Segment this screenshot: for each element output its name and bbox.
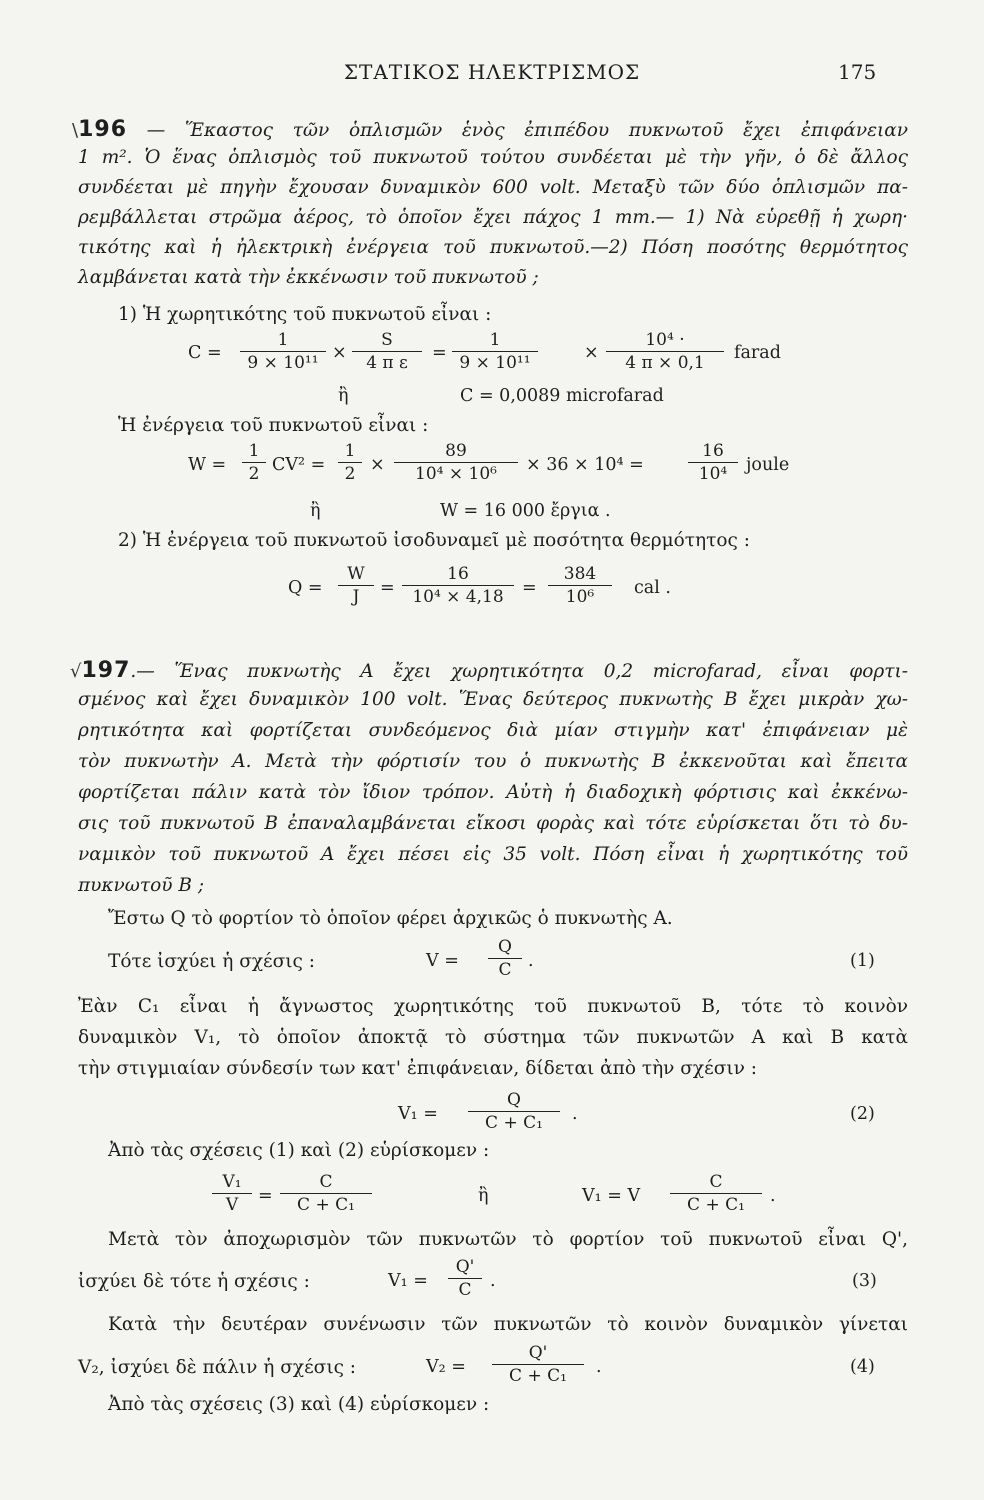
equals-sign: = xyxy=(380,578,395,598)
times-sign: × xyxy=(370,455,385,475)
eq-lhs: Q = xyxy=(288,578,323,598)
fraction: $\frac{1}{\text{9 × 10¹¹}}$ xyxy=(452,330,538,373)
solution-line-6: Μετὰ τὸν ἀποχωρισμὸν τῶν πυκνωτῶν τὸ φορτίον τοῦ πυκνωτοῦ εἶναι Q', xyxy=(108,1229,908,1250)
eq-lhs: C = xyxy=(188,343,222,363)
problem-text: — Ἕκαστος τῶν ὁπλισμῶν ἑνὸς ἐπιπέδου πυκνωτοῦ ἔχει ἐπιφάνειαν xyxy=(146,120,908,141)
eq-lhs: W = xyxy=(188,455,227,475)
problem-197-line-3: ρητικότητα καὶ φορτίζεται συνδεόμενος διὰ μίαν στιγμὴν κατ' ἐπιφάνειαν μὲ xyxy=(78,720,908,741)
unit: farad xyxy=(734,343,781,363)
equation-label: (3) xyxy=(852,1271,877,1291)
problem-196-line-5: τικότης καὶ ἡ ἠλεκτρικὴ ἐνέργεια τοῦ πυκνωτοῦ.—2) Πόση ποσότης θερμότητος xyxy=(78,237,908,258)
energy-result: W = 16 000 ἔργια . xyxy=(440,501,611,521)
or-word: ἢ xyxy=(338,386,349,406)
page-number: 175 xyxy=(838,60,877,84)
capacity-intro: 1) Ἡ χωρητικότης τοῦ πυκνωτοῦ εἶναι : xyxy=(118,304,492,325)
unit: cal . xyxy=(634,578,671,598)
problem-197-line-8: πυκνωτοῦ Β ; xyxy=(78,875,205,896)
fraction: $\frac{1}{2}$ xyxy=(242,441,266,484)
fraction: $\frac{384}{\text{10⁶}}$ xyxy=(548,564,612,607)
fraction: $\frac{\text{10⁴ ·}}{4 \pi \times 0,1}$ xyxy=(606,330,724,373)
eq4-lead: V₂, ἰσχύει δὲ πάλιν ἡ σχέσις : xyxy=(78,1357,357,1378)
problem-197-line-1 xyxy=(70,658,908,683)
or-word: ἢ xyxy=(310,501,321,521)
equation-label: (2) xyxy=(850,1104,875,1124)
fraction: $\frac{C}{\text{C + C₁}}$ xyxy=(280,1172,372,1215)
check-mark-icon: √ xyxy=(70,661,82,682)
times-sign: × xyxy=(584,343,599,363)
fraction: $\frac{1}{\text{9 × 10¹¹}}$ xyxy=(240,330,326,373)
solution-line-4: τὴν στιγμιαίαν σύνδεσίν των κατ' ἐπιφάνειαν, δίδεται ἀπὸ τὴν σχέσιν : xyxy=(78,1058,757,1079)
equals-sign: = xyxy=(258,1186,273,1206)
fraction: $\frac{1}{2}$ xyxy=(338,441,362,484)
times-sign: × xyxy=(332,343,347,363)
heat-intro: 2) Ἡ ἐνέργεια τοῦ πυκνωτοῦ ἰσοδυναμεῖ μὲ ποσότητα θερμότητος : xyxy=(118,530,750,551)
problem-197-line-7: ναμικὸν τοῦ πυκνωτοῦ Α ἔχει πέσει εἰς 35 volt. Πόση εἶναι ἡ χωρητικότης τοῦ xyxy=(78,844,908,865)
cv-squared: CV² = xyxy=(272,455,326,475)
unit: joule xyxy=(746,455,790,475)
equation-label: (1) xyxy=(850,951,875,971)
fraction: $\frac{Q'}{C}$ xyxy=(448,1257,482,1300)
fraction: $\frac{\text{V₁}}{V}$ xyxy=(212,1172,252,1215)
problem-196-line-1 xyxy=(72,117,908,142)
fraction: $\frac{16}{\text{10⁴ × 4,18}}$ xyxy=(402,564,514,607)
fraction: $\frac{16}{\text{10⁴}}$ xyxy=(688,441,738,484)
solution-line-3: δυναμικὸν V₁, τὸ ὁποῖον ἀποκτᾷ τὸ σύστημα τῶν πυκνωτῶν Α καὶ Β κατὰ xyxy=(78,1027,908,1048)
problem-196-line-4: ρεμβάλλεται στρῶμα ἀέρος, τὸ ὁποῖον ἔχει πάχος 1 mm.— 1) Νὰ εὑρεθῇ ἡ χωρη· xyxy=(78,207,908,228)
problem-number-197: 197 xyxy=(81,658,131,683)
fraction: $\frac{Q}{C}$ xyxy=(488,937,522,980)
fraction: $\frac{Q'}{\text{C + C₁}}$ xyxy=(492,1343,584,1386)
energy-intro: Ἡ ἐνέργεια τοῦ πυκνωτοῦ εἶναι : xyxy=(118,415,429,436)
book-page: ΣΤΑΤΙΚΟΣ ΗΛΕΚΤΡΙΣΜΟΣ 175 \196 — Ἕκαστος τῶν ὁπλισμῶν ἑνὸς ἐπιπέδου πυκνωτοῦ ἔχει ἐπιφάνειαν 1 m². Ὁ ἕνας ὁπλισμὸς τοῦ πυκνωτοῦ τούτου συνδέεται μὲ τὴν γῆν, ὁ δὲ ἄλλος συνδέεται μὲ πηγὴν ἔχουσαν δυναμικὸν 600 volt. Μεταξὺ τῶν δύο ὁπλισμῶν πα- ρεμβάλλεται στρῶμα ἀέρος, τὸ ὁποῖον ἔχει πάχος 1 mm.— 1) Νὰ εὑρεθῇ ἡ χωρη· τικότης καὶ ἡ ἠλεκτρικὴ ἐνέργεια τοῦ πυκνωτοῦ.—2) Πόση ποσότης θερμότητος λαμβάνεται κατὰ τὴν ἐκκένωσιν τοῦ πυκνωτοῦ ; 1) Ἡ χωρητικότης τοῦ πυκνωτοῦ εἶναι : C = $\frac{1}{\text{9 × 10¹¹}}$ × $\frac{S}{\text{4 π ε}}$ = $\frac{1}{\text{9 × 10¹¹}}$ × $\frac{\text{10⁴ ·}}{4 \pi \times 0,1}$ farad ἢ C = 0,0089 microfarad Ἡ ἐνέργεια τοῦ πυκνωτοῦ εἶναι : W = $\frac{1}{2}$ CV² = $\frac{1}{2}$ × $\frac{89}{\text{10⁴ × 10⁶}}$ × 36 × 10⁴ = $\frac{16}{\text{10⁴}}$ joule ἢ W = 16 000 ἔργια . 2) Ἡ ἐνέργεια τοῦ πυκνωτοῦ ἰσοδυναμεῖ μὲ ποσότητα θερμότητος : Q = $\frac{W}{J}$ = $\frac{16}{\text{10⁴ × 4,18}}$ = $\frac{384}{\text{10⁶}}$ cal . √197.— Ἕνας πυκνωτὴς Α ἔχει χωρητικότητα 0,2 microfarad, εἶναι φορτι- σμένος καὶ ἔχει δυναμικὸν 100 volt. Ἕνας δεύτερος πυκνωτὴς Β ἔχει μικρὰν χω- ρητικότητα καὶ φορτίζεται συνδεόμενος διὰ μίαν στιγμὴν κατ' ἐπιφάνειαν μὲ τὸν πυκνωτὴν Α. Μετὰ τὴν φόρτισίν του ὁ πυκνωτὴς Β ἐκκενοῦται καὶ ἔπειτα φορτίζεται πάλιν κατὰ τὸν ἴδιον τρόπον. Αὐτὴ ἡ διαδοχικὴ φόρτισις καὶ ἐκκένω- σις τοῦ πυκνωτοῦ Β ἐπαναλαμβάνεται εἴκοσι φορὰς καὶ τότε εὑρίσκεται ὅτι τὸ δυ- ναμικὸν τοῦ πυκνωτοῦ Α ἔχει πέσει εἰς 35 volt. Πόση εἶναι ἡ χωρητικότης τοῦ πυκνωτοῦ Β ; Ἔστω Q τὸ φορτίον τὸ ὁποῖον φέρει ἀρχικῶς ὁ πυκνωτὴς Α. Τότε ἰσχύει ἡ σχέσις : V = $\frac{Q}{C}$ . (1) Ἐὰν C₁ εἶναι ἡ ἄγνωστος χωρητικότης τοῦ πυκνωτοῦ Β, τότε τὸ κοινὸν δυναμικὸν V₁, τὸ ὁποῖον ἀποκτᾷ τὸ σύστημα τῶν πυκνωτῶν Α καὶ Β κατὰ τὴν στιγμιαίαν σύνδεσίν των κατ' ἐπιφάνειαν, δίδεται ἀπὸ τὴν σχέσιν : V₁ = $\frac{Q}{\text{C + C₁}}$ . (2) Ἀπὸ τὰς σχέσεις (1) καὶ (2) εὑρίσκομεν : $\frac{\text{V₁}}{V}$ = $\frac{C}{\text{C + C₁}}$ ἢ V₁ = V $\frac{C}{\text{C + C₁}}$ . Μετὰ τὸν ἀποχωρισμὸν τῶν πυκνωτῶν τὸ φορτίον τοῦ πυκνωτοῦ εἶναι Q', ἰσχύει δὲ τότε ἡ σχέσις : V₁ = $\frac{Q'}{C}$ . (3) Κατὰ τὴν δευτέραν συνένωσιν τῶν πυκνωτῶν τὸ κοινὸν δυναμικὸν γίνεται V₂, ἰσχύει δὲ πάλιν ἡ σχέσις : V₂ = $\frac{Q'}{\text{C + C₁}}$ . (4) Ἀπὸ τὰς σχέσεις (3) καὶ (4) εὑρίσκομεν : xyxy=(0,0,984,1500)
equals-sign: = xyxy=(432,343,447,363)
eq3-lead: ἰσχύει δὲ τότε ἡ σχέσις : xyxy=(78,1271,310,1292)
equals-sign: = xyxy=(522,578,537,598)
solution-line-2: Ἐὰν C₁ εἶναι ἡ ἄγνωστος χωρητικότης τοῦ πυκνωτοῦ Β, τότε τὸ κοινὸν xyxy=(78,996,908,1017)
eq-lhs: V₁ = xyxy=(398,1104,438,1124)
multiplier: × 36 × 10⁴ = xyxy=(526,455,644,475)
problem-197-line-6: σις τοῦ πυκνωτοῦ Β ἐπαναλαμβάνεται εἴκοσι φορὰς καὶ τότε εὑρίσκεται ὅτι τὸ δυ- xyxy=(78,813,908,834)
eq-lhs: V = xyxy=(426,951,459,971)
eq1-lead: Τότε ἰσχύει ἡ σχέσις : xyxy=(108,951,315,972)
solution-line-1: Ἔστω Q τὸ φορτίον τὸ ὁποῖον φέρει ἀρχικῶς ὁ πυκνωτὴς Α. xyxy=(108,908,673,929)
fraction: $\frac{89}{\text{10⁴ × 10⁶}}$ xyxy=(394,441,518,484)
problem-197-line-4: τὸν πυκνωτὴν Α. Μετὰ τὴν φόρτισίν του ὁ πυκνωτὴς Β ἐκκενοῦται καὶ ἔπειτα xyxy=(78,751,908,772)
problem-196-line-6: λαμβάνεται κατὰ τὴν ἐκκένωσιν τοῦ πυκνωτοῦ ; xyxy=(78,267,539,288)
fraction: $\frac{S}{\text{4 π ε}}$ xyxy=(352,330,422,373)
eq-lhs: V₁ = V xyxy=(582,1186,641,1206)
problem-number-196: 196 xyxy=(78,117,128,142)
solution-line-8: Ἀπὸ τὰς σχέσεις (3) καὶ (4) εὑρίσκομεν : xyxy=(108,1394,490,1415)
or-word: ἢ xyxy=(478,1186,489,1206)
problem-197-line-5: φορτίζεται πάλιν κατὰ τὸν ἴδιον τρόπον. Αὐτὴ ἡ διαδοχικὴ φόρτισις καὶ ἐκκένω- xyxy=(78,782,908,803)
equation-label: (4) xyxy=(850,1357,875,1377)
check-mark-icon: \ xyxy=(72,120,79,141)
eq-lhs: V₂ = xyxy=(426,1357,466,1377)
eq-lhs: V₁ = xyxy=(388,1271,428,1291)
fraction: $\frac{W}{J}$ xyxy=(338,564,374,607)
running-header: ΣΤΑΤΙΚΟΣ ΗΛΕΚΤΡΙΣΜΟΣ xyxy=(343,60,641,84)
capacity-result: C = 0,0089 microfarad xyxy=(460,386,664,406)
problem-196-line-3: συνδέεται μὲ πηγὴν ἔχουσαν δυναμικὸν 600 volt. Μεταξὺ τῶν δύο ὁπλισμῶν πα- xyxy=(78,177,908,198)
problem-196-line-2: 1 m². Ὁ ἕνας ὁπλισμὸς τοῦ πυκνωτοῦ τούτου συνδέεται μὲ τὴν γῆν, ὁ δὲ ἄλλος xyxy=(78,147,908,168)
solution-line-5: Ἀπὸ τὰς σχέσεις (1) καὶ (2) εὑρίσκομεν : xyxy=(108,1140,490,1161)
fraction: $\frac{C}{\text{C + C₁}}$ xyxy=(670,1172,762,1215)
fraction: $\frac{Q}{\text{C + C₁}}$ xyxy=(468,1090,560,1133)
solution-line-7: Κατὰ τὴν δευτέραν συνένωσιν τῶν πυκνωτῶν τὸ κοινὸν δυναμικὸν γίνεται xyxy=(108,1314,908,1335)
problem-197-line-2: σμένος καὶ ἔχει δυναμικὸν 100 volt. Ἕνας δεύτερος πυκνωτὴς Β ἔχει μικρὰν χω- xyxy=(78,689,908,710)
problem-text: .— Ἕνας πυκνωτὴς Α ἔχει χωρητικότητα 0,2 microfarad, εἶναι φορτι- xyxy=(130,661,908,682)
